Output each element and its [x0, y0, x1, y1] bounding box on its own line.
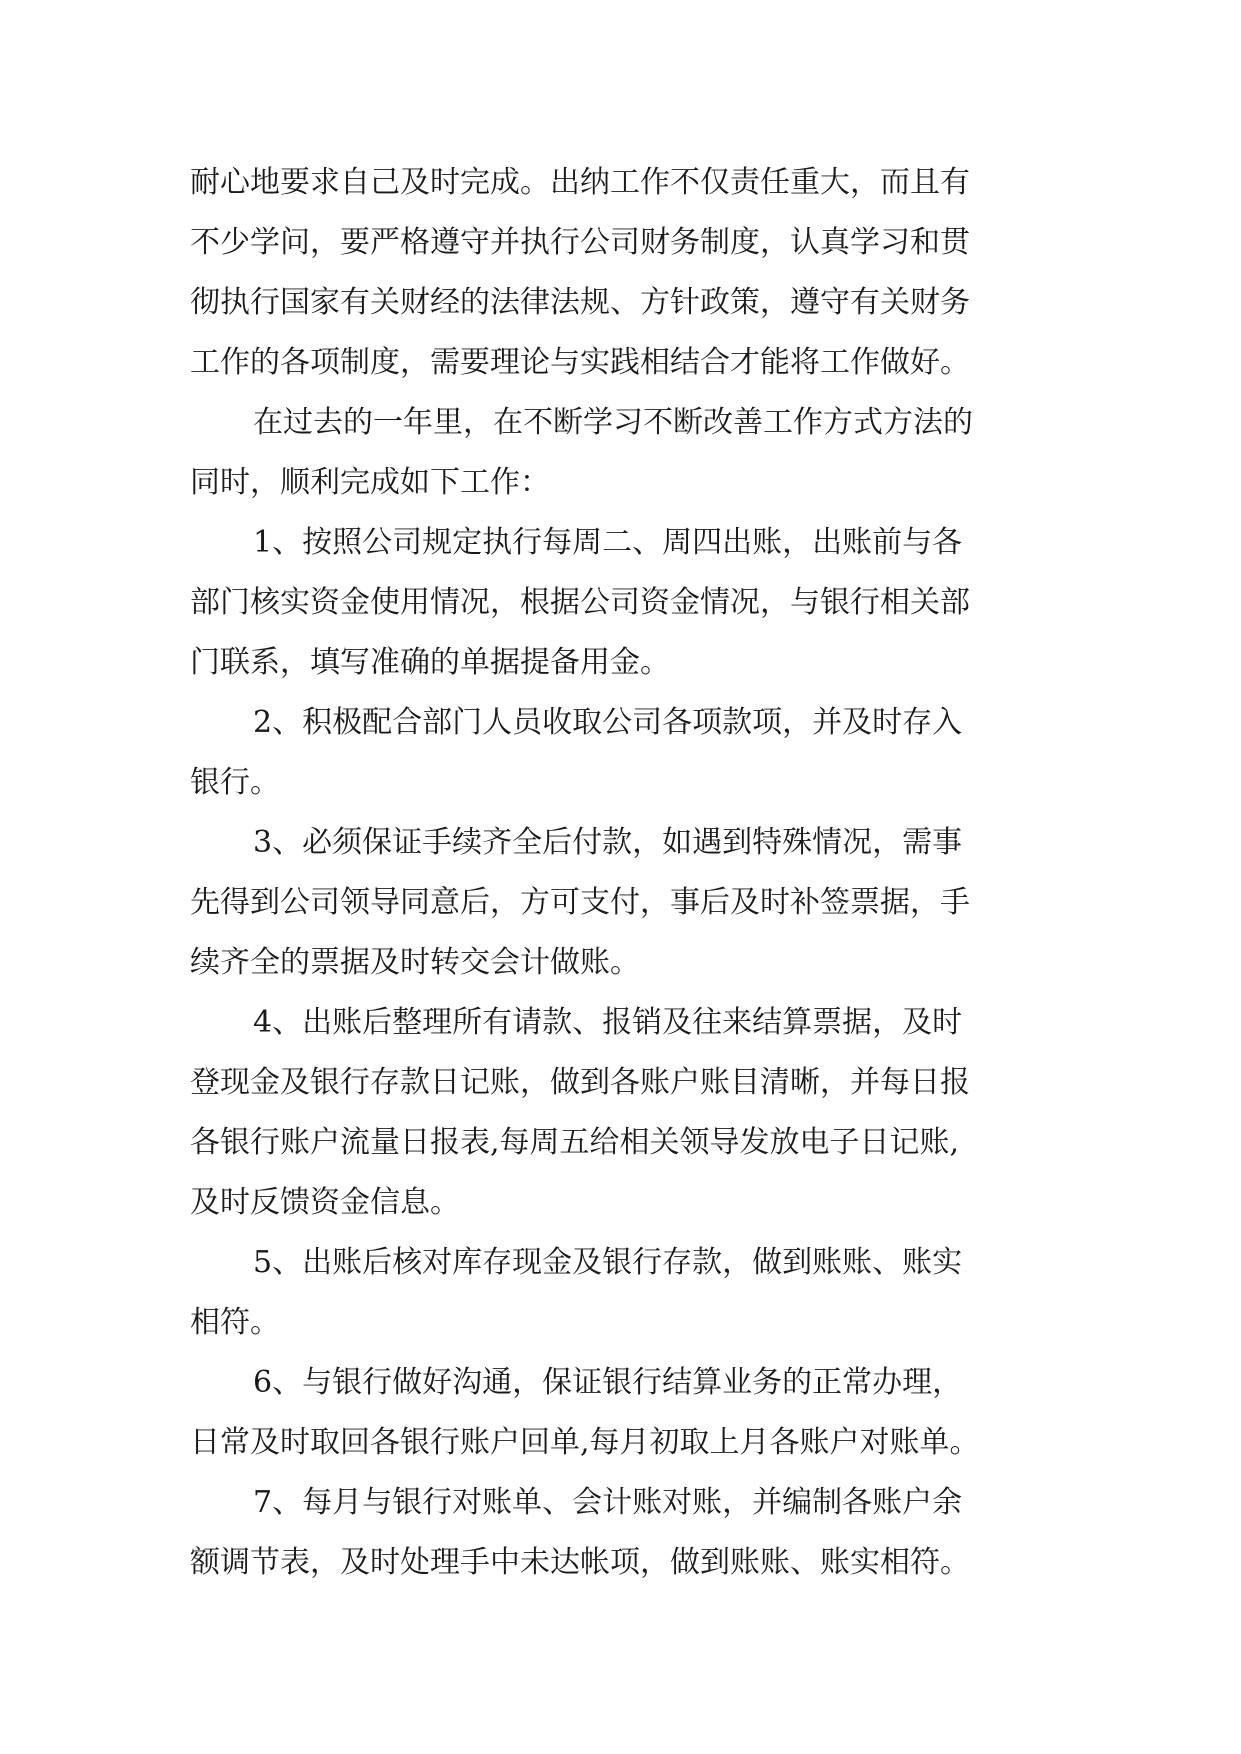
item-2-line-2: 银行。	[190, 765, 280, 800]
item-7-line-2: 额调节表，及时处理手中未达帐项，做到账账、账实相符。	[190, 1545, 970, 1580]
item-1-line-2: 部门核实资金使用情况，根据公司资金情况，与银行相关部	[190, 585, 970, 620]
item-3-line-2: 先得到公司领导同意后，方可支付，事后及时补签票据，手	[190, 885, 970, 920]
item-4-line-4: 及时反馈资金信息。	[190, 1185, 460, 1220]
text-line-1: 耐心地要求自己及时完成。出纳工作不仅责任重大，而且有	[190, 165, 970, 200]
item-5-line-2: 相符。	[190, 1305, 280, 1340]
item-6-line-1: 6、与银行做好沟通，保证银行结算业务的正常办理，	[253, 1365, 963, 1400]
text-line-6: 同时，顺利完成如下工作：	[190, 465, 550, 500]
item-4-line-3: 各银行账户流量日报表,每周五给相关领导发放电子日记账,	[190, 1125, 960, 1160]
item-7-line-1: 7、每月与银行对账单、会计账对账，并编制各账户余	[253, 1485, 963, 1520]
text-line-4: 工作的各项制度，需要理论与实践相结合才能将工作做好。	[190, 345, 970, 380]
item-6-line-2: 日常及时取回各银行账户回单,每月初取上月各账户对账单。	[190, 1425, 980, 1460]
item-3-line-1: 3、必须保证手续齐全后付款，如遇到特殊情况，需事	[253, 825, 963, 860]
item-3-line-3: 续齐全的票据及时转交会计做账。	[190, 945, 640, 980]
item-4-line-1: 4、出账后整理所有请款、报销及往来结算票据，及时	[253, 1005, 963, 1040]
item-2-line-1: 2、积极配合部门人员收取公司各项款项，并及时存入	[253, 705, 963, 740]
item-1-line-3: 门联系，填写准确的单据提备用金。	[190, 645, 670, 680]
item-5-line-1: 5、出账后核对库存现金及银行存款，做到账账、账实	[253, 1245, 963, 1280]
paragraph-intro: 在过去的一年里，在不断学习不断改善工作方式方法的	[253, 405, 973, 440]
item-1-line-1: 1、按照公司规定执行每周二、周四出账，出账前与各	[253, 525, 963, 560]
text-line-2: 不少学问，要严格遵守并执行公司财务制度，认真学习和贯	[190, 225, 970, 260]
text-line-3: 彻执行国家有关财经的法律法规、方针政策，遵守有关财务	[190, 285, 970, 320]
item-4-line-2: 登现金及银行存款日记账，做到各账户账目清晰，并每日报	[190, 1065, 970, 1100]
